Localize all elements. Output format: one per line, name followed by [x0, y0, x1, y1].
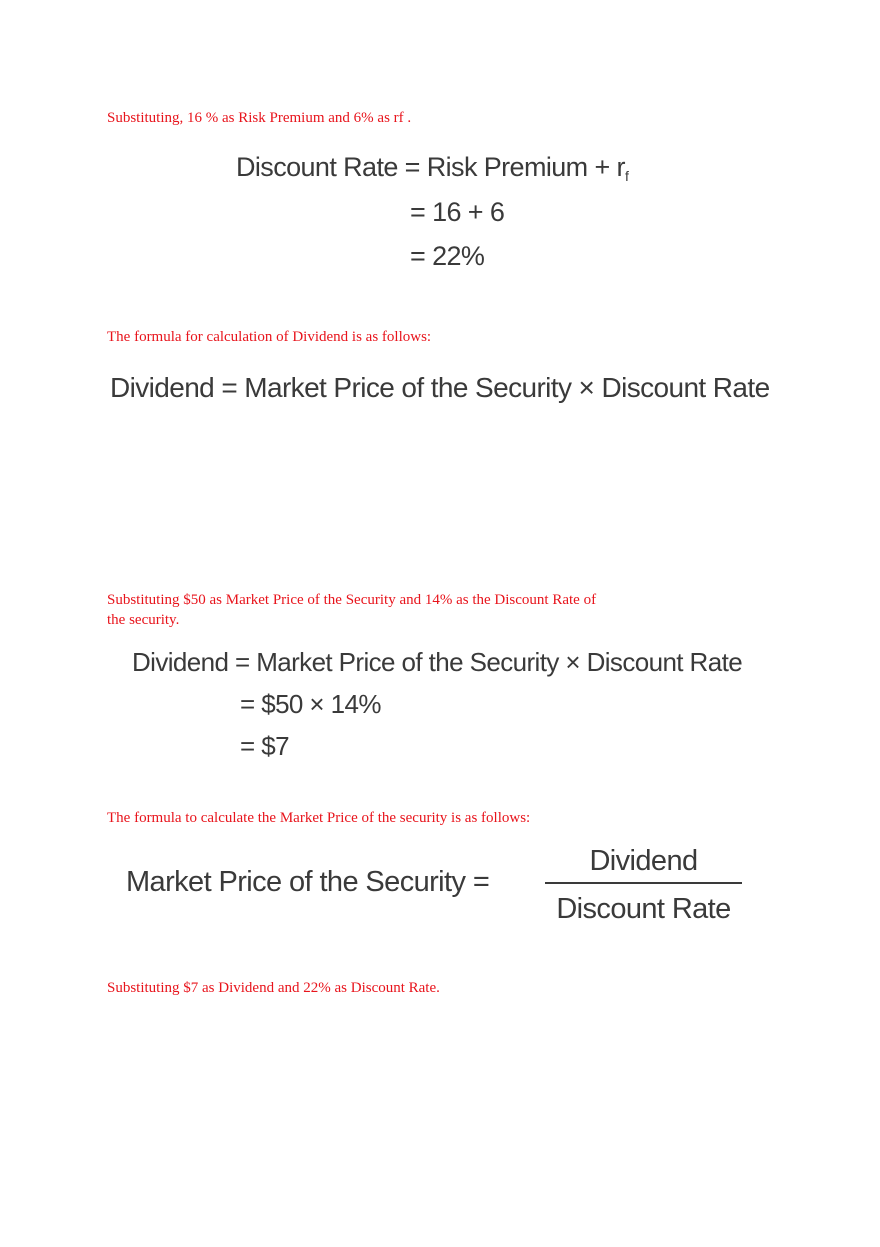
paragraph-substituting-market-price: [107, 590, 596, 630]
paragraph-market-price-formula-intro: The formula to calculate the Market Price of the security is as follows:: [107, 810, 531, 826]
paragraph-dividend-formula-intro: The formula for calculation of Dividend is as follows:: [107, 329, 432, 345]
equation-discount-rate-line2: = 16 + 6: [410, 197, 505, 227]
equation-discount-rate-line1-text: Discount Rate = Risk Premium + r: [236, 152, 625, 182]
equation-subscript-f: f: [624, 168, 629, 184]
equation-market-price-denominator: Discount Rate: [556, 893, 731, 925]
equation-dividend-calc-line3: = $7: [240, 731, 289, 761]
equation-dividend-formula: Dividend = Market Price of the Security × Discount Rate: [110, 372, 770, 403]
paragraph-line-1: Substituting $50 as Market Price of the Security and 14% as the Discount Rate of: [107, 592, 597, 608]
equation-dividend-calc-line1: Dividend = Market Price of the Security × Discount Rate: [132, 647, 743, 677]
equation-dividend-calc-line2: = $50 × 14%: [240, 689, 381, 719]
paragraph-line-2: the security.: [107, 612, 180, 628]
equation-market-price-lhs: Market Price of the Security =: [126, 866, 490, 898]
equation-discount-rate-line1: [236, 151, 628, 192]
fraction-bar: [545, 882, 742, 884]
equation-market-price-numerator: Dividend: [589, 845, 698, 877]
paragraph-substituting-risk-premium: Substituting, 16 % as Risk Premium and 6% as rf .: [107, 110, 412, 126]
paragraph-substituting-dividend: Substituting $7 as Dividend and 22% as Discount Rate.: [107, 980, 440, 996]
equation-discount-rate-line3: = 22%: [410, 241, 485, 271]
